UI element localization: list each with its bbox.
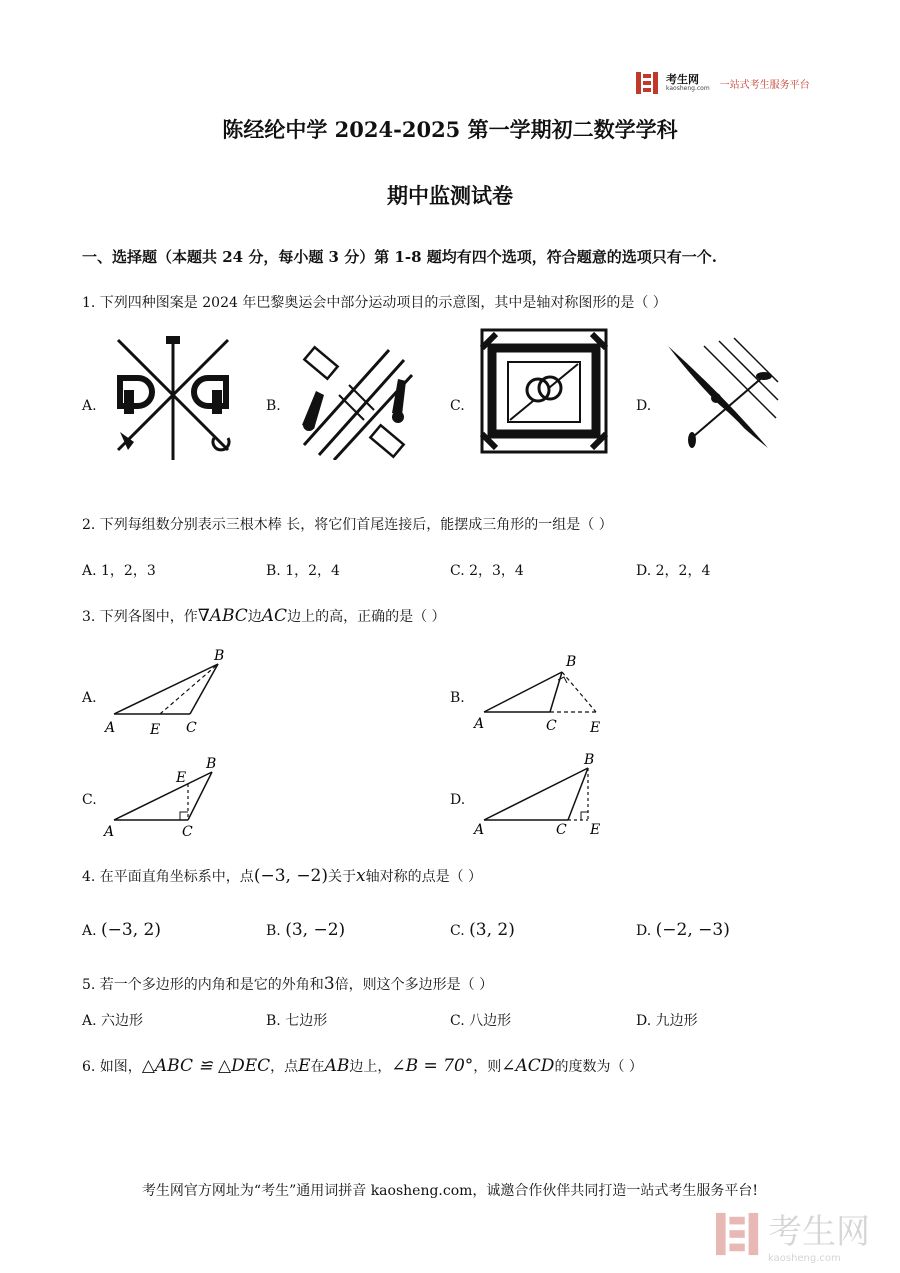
q4-point: (−3, −2) — [253, 866, 329, 886]
page-subtitle: 期中监测试卷 — [387, 183, 513, 208]
section-heading: 一、选择题（本题共 24 分，每小题 3 分）第 1-8 题均有四个选项，符合题意的选项只有一个. — [82, 248, 717, 266]
q6-angle-acd: ∠ACD — [501, 1056, 555, 1076]
q5d-value: 九边形 — [655, 1013, 698, 1029]
question-2-text: 2. 下列每组数分别表示三根木棒 长，将它们首尾连接后，能摆成三角形的一组是（ ） — [82, 517, 613, 533]
q6-angle-b: ∠B = 70° — [391, 1056, 474, 1076]
q5-suffix: 倍，则这个多边形是（ ） — [334, 977, 494, 993]
q3-option-a-label: A. — [82, 690, 97, 706]
logo-icon — [636, 72, 660, 94]
q3d-label-a: A — [474, 822, 485, 838]
q6-p5: ，则 — [473, 1059, 502, 1075]
q3c-label-e: E — [176, 770, 187, 786]
q4c-value: (3, 2) — [469, 920, 515, 940]
q1-option-c-label: C. — [450, 398, 465, 414]
q5-num: 3 — [323, 974, 335, 994]
q3b-label-c: C — [546, 718, 557, 734]
q4-suffix: 轴对称的点是（ ） — [365, 869, 483, 885]
q6-p2: ，点 — [270, 1059, 299, 1075]
q3-figure-d — [470, 748, 610, 840]
watermark-icon — [716, 1211, 762, 1257]
q4-option-a — [82, 920, 161, 940]
fencing-pictogram — [108, 330, 238, 462]
q4b-value: (3, −2) — [285, 920, 346, 940]
q2-option-d: D. 2，2，4 — [636, 563, 711, 579]
question-5-text — [82, 974, 493, 994]
q3a-label-b: B — [214, 648, 225, 664]
watermark-name: 考生网 — [768, 1212, 870, 1252]
badminton-pictogram — [294, 345, 414, 460]
q4-option-b — [266, 920, 345, 940]
q4-axis: x — [356, 866, 366, 886]
q5b-label: B. — [266, 1013, 281, 1029]
q5a-value: 六边形 — [101, 1013, 144, 1029]
q6-prefix: 6. 如图， — [82, 1059, 142, 1075]
q5-option-c — [450, 1010, 511, 1030]
q4b-label: B. — [266, 923, 281, 939]
q1-option-b-label: B. — [266, 398, 281, 414]
q2-option-c: C. 2，3，4 — [450, 563, 524, 579]
q4-mid: 关于 — [328, 869, 357, 885]
q3b-label-e: E — [590, 720, 601, 736]
q4c-label: C. — [450, 923, 465, 939]
q3d-label-e: E — [590, 822, 601, 838]
question-3-text — [82, 606, 446, 626]
header-logo — [636, 72, 810, 94]
q4-prefix: 4. 在平面直角坐标系中，点 — [82, 869, 254, 885]
q4d-value: (−2, −3) — [655, 920, 730, 940]
q3-figure-c — [100, 754, 230, 842]
page-title: 陈经纶中学 2024-2025 第一学期初二数学学科 — [222, 117, 678, 142]
q4a-label: A. — [82, 923, 97, 939]
q5a-label: A. — [82, 1013, 97, 1029]
q2-option-a: A. 1，2，3 — [82, 563, 156, 579]
q6-suffix: 的度数为（ ） — [554, 1059, 643, 1075]
q3b-label-a: A — [474, 716, 485, 732]
q3-option-d-label: D. — [450, 792, 466, 808]
q6-side-ab: AB — [324, 1056, 350, 1076]
q3-figure-b — [470, 650, 610, 740]
q5-prefix: 5. 若一个多边形的内角和是它的外角和 — [82, 977, 324, 993]
q3d-label-c: C — [556, 822, 567, 838]
q4-option-c — [450, 920, 515, 940]
footer-text: 考生网官方网址为“考生”通用词拼音 kaosheng.com，诚邀合作伙伴共同打造一站式考生服务平台! — [141, 1183, 759, 1199]
q3c-label-b: B — [206, 756, 217, 772]
q5c-value: 八边形 — [469, 1013, 512, 1029]
question-4-text — [82, 866, 482, 886]
q4-option-d — [636, 920, 730, 940]
q2-option-b: B. 1，2，4 — [266, 563, 340, 579]
q1-option-d-label: D. — [636, 398, 652, 414]
q3-side: AC — [261, 606, 288, 626]
q3c-label-c: C — [182, 824, 193, 840]
q1-option-a-label: A. — [82, 398, 97, 414]
watermark-domain: kaosheng.com — [768, 1253, 841, 1264]
q4d-label: D. — [636, 923, 652, 939]
q5-option-b — [266, 1010, 327, 1030]
q3-prefix: 3. 下列各图中，作 — [82, 609, 198, 625]
q3-suffix: 边上的高，正确的是（ ） — [287, 609, 446, 625]
logo-name: 考生网 — [666, 73, 699, 86]
question-6-text — [82, 1056, 643, 1076]
q5d-label: D. — [636, 1013, 652, 1029]
watermark-logo — [716, 1204, 870, 1264]
q3b-label-b: B — [566, 654, 577, 670]
logo-slogan: 一站式考生服务平台 — [719, 79, 810, 91]
q3-option-b-label: B. — [450, 690, 465, 706]
q5-option-a — [82, 1010, 143, 1030]
q3-triangle: ∇ABC — [197, 606, 248, 626]
question-1-text: 1. 下列四种图案是 2024 年巴黎奥运会中部分运动项目的示意图，其中是轴对称图形的是（ ） — [82, 295, 667, 311]
q3-option-c-label: C. — [82, 792, 97, 808]
q3a-label-a: A — [105, 720, 116, 736]
q3c-label-a: A — [104, 824, 115, 840]
q6-p3: 在 — [310, 1059, 325, 1075]
q6-congruence: △ABC ≌ △DEC — [141, 1056, 271, 1076]
q5-option-d — [636, 1010, 698, 1030]
q6-p4: 边上， — [349, 1059, 392, 1075]
logo-domain: kaosheng.com — [666, 85, 710, 92]
boxing-ring-pictogram — [478, 326, 610, 456]
q3-mid: 边 — [247, 609, 262, 625]
q3a-label-c: C — [186, 720, 197, 736]
q3-figure-a — [100, 646, 240, 738]
kayak-pictogram — [664, 336, 779, 454]
q4a-value: (−3, 2) — [101, 920, 161, 940]
q5b-value: 七边形 — [285, 1013, 328, 1029]
q5c-label: C. — [450, 1013, 465, 1029]
q3a-label-e: E — [150, 722, 161, 738]
q6-point-e: E — [298, 1056, 311, 1076]
q3d-label-b: B — [584, 752, 595, 768]
